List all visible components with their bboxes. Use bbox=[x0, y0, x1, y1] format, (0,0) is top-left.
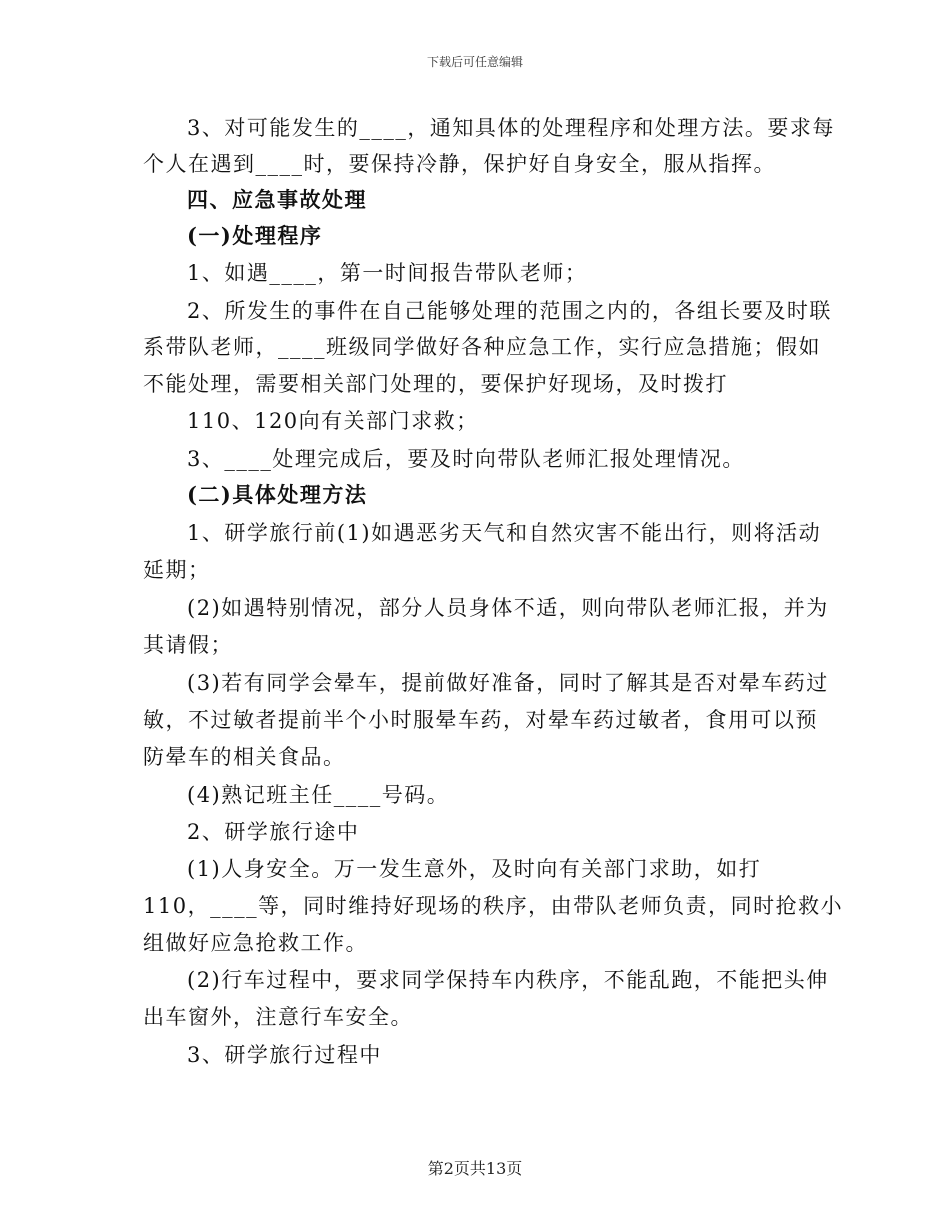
page-header: 下载后可任意编辑 bbox=[426, 55, 523, 69]
paragraph-line: 防晕车的相关食品。 bbox=[143, 745, 346, 769]
paragraph-line: 110，____等，同时维持好现场的秩序，由带队老师负责，同时抢救小 bbox=[143, 894, 844, 918]
paragraph-line: (1)人身安全。万一发生意外，及时向有关部门求助，如打 bbox=[187, 857, 762, 881]
page-number: 第2页共13页 bbox=[427, 1159, 523, 1178]
paragraph-line: 组做好应急抢救工作。 bbox=[143, 931, 368, 955]
paragraph-line: 不能处理，需要相关部门处理的，要保护好现场，及时拨打 bbox=[143, 372, 728, 396]
paragraph-line: 1、如遇____，第一时间报告带队老师； bbox=[187, 261, 588, 285]
paragraph-line: 3、对可能发生的____，通知具体的处理程序和处理方法。要求每 bbox=[187, 116, 835, 140]
paragraph-line: 2、研学旅行途中 bbox=[187, 820, 360, 844]
section-heading: 四、应急事故处理 bbox=[187, 187, 367, 212]
paragraph-line: 3、____处理完成后，要及时向带队老师汇报处理情况。 bbox=[187, 447, 745, 471]
paragraph-line: 系带队老师，____班级同学做好各种应急工作，实行应急措施；假如 bbox=[143, 335, 821, 359]
paragraph-line: 2、所发生的事件在自己能够处理的范围之内的，各组长要及时联 bbox=[187, 299, 832, 323]
paragraph-line: 敏，不过敏者提前半个小时服晕车药，对晕车药过敏者，食用可以预 bbox=[143, 708, 818, 732]
paragraph-line: (4)熟记班主任____号码。 bbox=[187, 783, 450, 807]
paragraph-line: 110、120向有关部门求救； bbox=[187, 409, 479, 433]
paragraph-line: (2)如遇特别情况，部分人员身体不适，则向带队老师汇报，并为 bbox=[187, 596, 829, 620]
subsection-heading: (二)具体处理方法 bbox=[187, 482, 368, 507]
paragraph-line: (2)行车过程中，要求同学保持车内秩序，不能乱跑，不能把头伸 bbox=[187, 968, 829, 992]
paragraph-line: (3)若有同学会晕车，提前做好准备，同时了解其是否对晕车药过 bbox=[187, 671, 829, 695]
paragraph-line: 3、研学旅行过程中 bbox=[187, 1043, 382, 1067]
paragraph-line: 个人在遇到____时，要保持冷静，保护好自身安全，服从指挥。 bbox=[143, 152, 776, 176]
paragraph-line: 1、研学旅行前(1)如遇恶劣天气和自然灾害不能出行，则将活动 bbox=[187, 521, 822, 545]
paragraph-line: 出车窗外，注意行车安全。 bbox=[143, 1005, 413, 1029]
subsection-heading: (一)处理程序 bbox=[187, 223, 323, 248]
paragraph-line: 延期； bbox=[143, 558, 211, 582]
paragraph-line: 其请假； bbox=[143, 633, 233, 657]
